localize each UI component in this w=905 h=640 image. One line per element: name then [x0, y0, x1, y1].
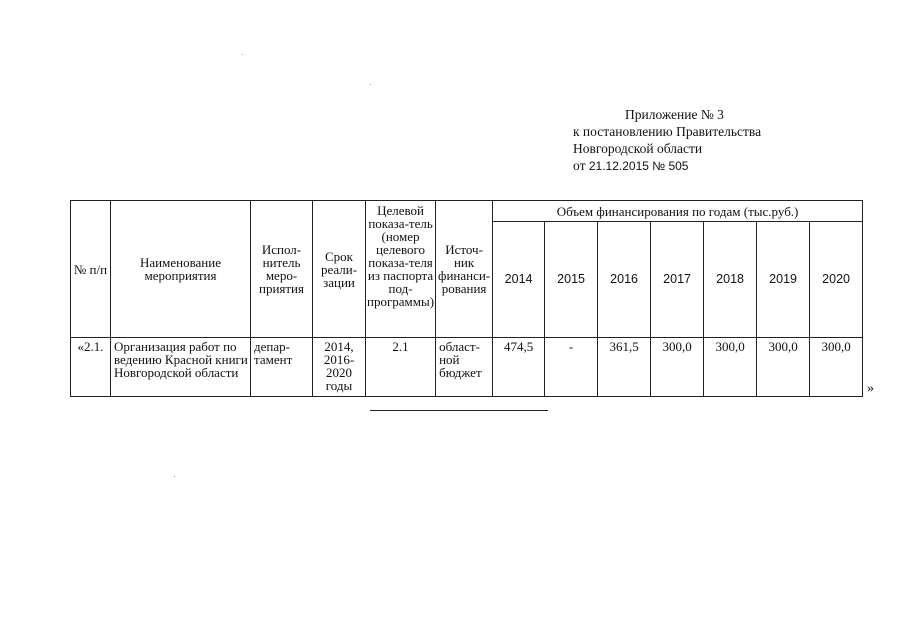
appendix-header — [573, 106, 761, 175]
header-num: № п/п — [71, 201, 111, 338]
row-name: Организация работ по ведению Красной книги Новгородской области — [111, 338, 251, 397]
row-value: 300,0 — [810, 338, 863, 397]
scan-speck — [174, 476, 175, 477]
header-year: 2017 — [651, 222, 704, 338]
row-value: 300,0 — [757, 338, 810, 397]
date-value: 21.12.2015 № 505 — [588, 159, 689, 173]
row-value: 300,0 — [651, 338, 704, 397]
table-row — [71, 338, 863, 397]
header-year: 2015 — [545, 222, 598, 338]
appendix-resolution: к постановлению Правительства — [573, 124, 762, 139]
header-year: 2020 — [810, 222, 863, 338]
row-executor: депар-тамент — [251, 338, 313, 397]
header-year: 2016 — [598, 222, 651, 338]
separator-line — [370, 410, 548, 411]
row-value: 474,5 — [493, 338, 545, 397]
header-funding-group: Объем финансирования по годам (тыс.руб.) — [493, 201, 863, 222]
row-num: «2.1. — [71, 338, 111, 397]
row-term: 2014, 2016-2020 годы — [313, 338, 366, 397]
header-executor: Испол-нитель меро-приятия — [251, 201, 313, 338]
funding-table — [70, 200, 863, 397]
date-prefix: от — [573, 158, 586, 173]
row-source: област-ной бюджет — [436, 338, 493, 397]
row-value: - — [545, 338, 598, 397]
header-year: 2018 — [704, 222, 757, 338]
header-target: Целевой показа-тель (номер целевого показа-теля из паспорта под-программы) — [366, 201, 436, 338]
row-value: 300,0 — [704, 338, 757, 397]
closing-quote: » — [867, 381, 874, 396]
header-year: 2014 — [493, 222, 545, 338]
row-target: 2.1 — [366, 338, 436, 397]
header-term: Срок реали-зации — [313, 201, 366, 338]
scan-speck — [242, 54, 243, 55]
row-value: 361,5 — [598, 338, 651, 397]
header-year: 2019 — [757, 222, 810, 338]
header-source: Источ-ник финанси-рования — [436, 201, 493, 338]
scan-speck — [370, 84, 371, 85]
appendix-date — [573, 157, 761, 175]
appendix-region: Новгородской области — [573, 141, 703, 156]
header-name: Наименование мероприятия — [111, 201, 251, 338]
appendix-title: Приложение № 3 — [625, 107, 724, 122]
